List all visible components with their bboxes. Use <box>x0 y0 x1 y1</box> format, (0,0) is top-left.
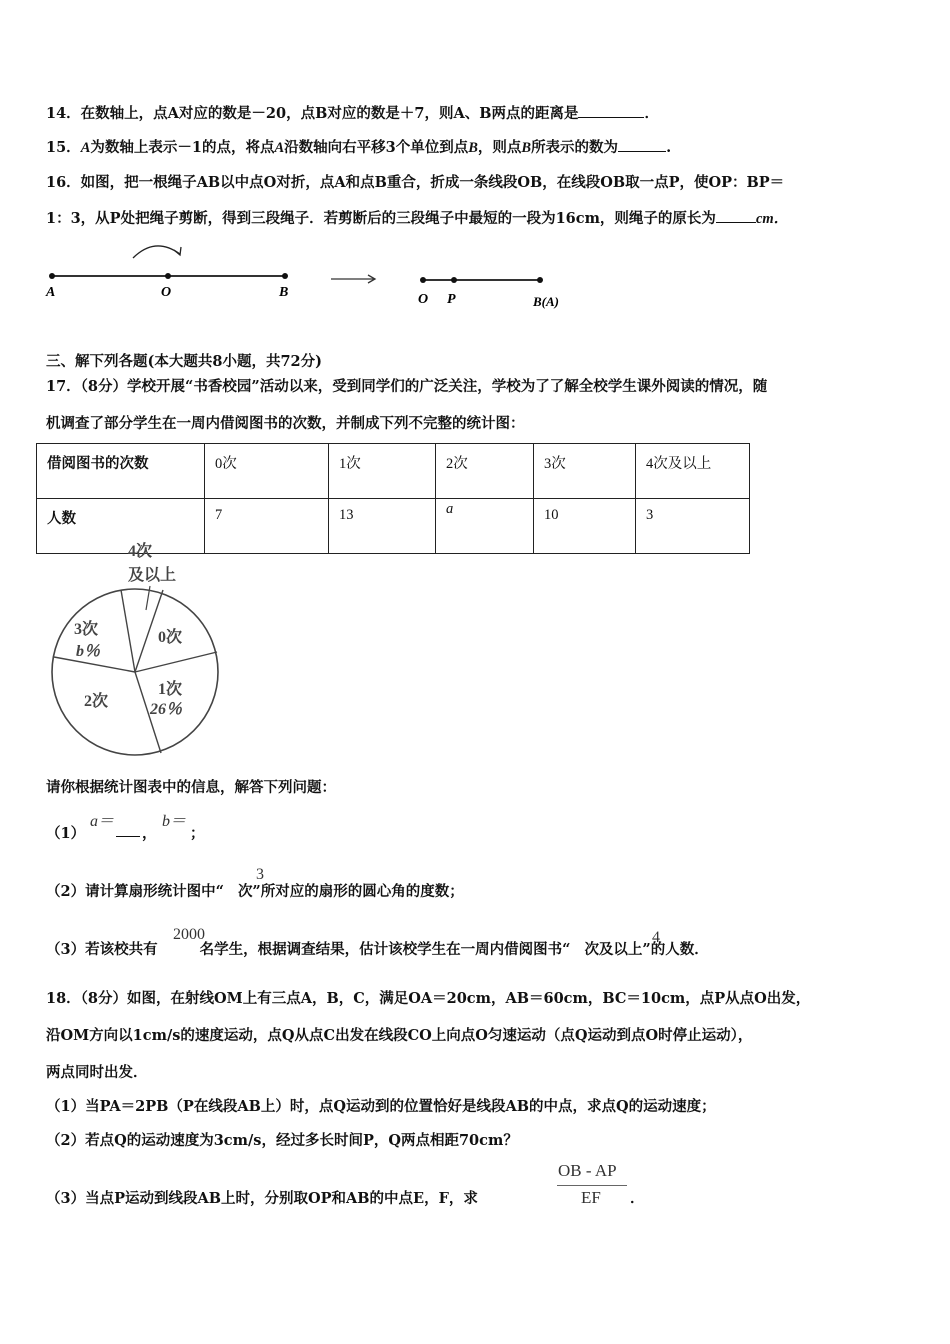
table-cell: 借阅图书的次数 <box>37 444 205 499</box>
answer-blank <box>716 210 756 223</box>
fold-arrow-icon <box>133 246 180 258</box>
question-18-line2: 沿OM方向以1cm/s的速度运动，点Q从点C出发在线段CO上向点O匀速运动（点Q运动到点O时停止运动）， <box>46 1027 753 1044</box>
pie-divider <box>121 590 135 672</box>
table-cell: a <box>436 499 534 554</box>
pie-label-4plus: 及以上 <box>128 567 177 584</box>
part-end: ； <box>190 825 205 842</box>
text: 名学生，根据调查结果，估计该校学生在一周内借阅图书“ <box>199 941 571 958</box>
question-16-line2 <box>46 207 788 228</box>
text: （3）若该校共有 <box>46 941 158 958</box>
q15-text: ，则点 <box>477 139 522 156</box>
pie-divider <box>135 652 217 672</box>
q17-part2 <box>46 880 464 901</box>
question-15 <box>46 136 671 157</box>
q15-var: B <box>468 140 478 156</box>
q17-part3 <box>46 938 709 959</box>
table-header-row <box>37 444 750 499</box>
question-18-line3: 两点同时出发． <box>46 1064 148 1081</box>
table-cell: 10 <box>534 499 636 554</box>
pie-label-0: 0次 <box>158 629 183 646</box>
label-ba: B(A) <box>533 294 559 309</box>
label-p: P <box>447 292 456 307</box>
table-cell: 人数 <box>37 499 205 554</box>
table-cell: 0次 <box>205 444 329 499</box>
pie-label-4plus: 4次 <box>128 543 153 560</box>
fraction-bar <box>557 1185 627 1186</box>
separator: ， <box>142 825 157 842</box>
q15-num: 15． <box>46 139 81 156</box>
question-14 <box>46 102 659 123</box>
rope-diagram <box>40 238 600 318</box>
q15-var: B <box>521 140 532 156</box>
q14-end: ． <box>644 105 659 122</box>
answer-blank <box>578 105 644 118</box>
q15-text: 沿数轴向右平移3个单位到点 <box>284 139 469 156</box>
question-18-line1: 18．（8分）如图，在射线OM上有三点A，B，C，满足OA＝20cm，AB＝60cm，BC＝10cm，点P从点O出发， <box>46 990 811 1007</box>
q15-var: A <box>80 140 91 156</box>
pie-label-3: 3次 <box>74 621 99 638</box>
fraction-numerator: OB - AP <box>558 1161 617 1180</box>
table-cell: 7 <box>205 499 329 554</box>
q16-unit: cm． <box>755 211 789 227</box>
text: 次及以上”的人数． <box>584 941 709 958</box>
q16-text: 1：3，从P处把绳子剪断，得到三段绳子．若剪断后的三段绳子中最短的一段为16cm，则绳子的原长为 <box>46 210 716 227</box>
part-num: （1） <box>46 825 86 842</box>
label-a: A <box>46 285 56 300</box>
q18-part3: （3）当点P运动到线段AB上时，分别取OP和AB的中点E，F，求 <box>46 1190 478 1207</box>
pie-label-3-pct: b％ <box>76 643 101 660</box>
q17-part1 <box>46 822 85 843</box>
section-3-heading: 三、解下列各题(本大题共8小题，共72分) <box>46 353 322 370</box>
q17-prompt: 请你根据统计图表中的信息，解答下列问题： <box>46 779 336 796</box>
pie-label-1: 1次 <box>158 681 183 698</box>
q14-text: 14．在数轴上，点A对应的数是－20，点B对应的数是＋7，则A、B两点的距离是 <box>46 105 579 122</box>
q15-end: . <box>666 139 672 156</box>
pie-label-2: 2次 <box>84 693 109 710</box>
pie-label-1-pct: 26％ <box>150 701 183 718</box>
label-b: B <box>279 285 289 300</box>
text: 次”所对应的扇形的圆心角的度数； <box>237 883 464 900</box>
question-17-line1: 17．（8分）学校开展“书香校园”活动以来，受到同学们的广泛关注，学校为了了解全校学生课外阅读的情况，随 <box>46 378 768 395</box>
table-cell: 3次 <box>534 444 636 499</box>
part-end: ． <box>630 1190 645 1207</box>
q18-part2: （2）若点Q的运动速度为3cm/s，经过多长时间P，Q两点相距70cm？ <box>46 1132 518 1149</box>
question-17-line2: 机调查了部分学生在一周内借阅图书的次数，并制成下列不完整的统计图： <box>46 415 525 432</box>
label-o2: O <box>418 292 429 307</box>
q15-var: A <box>274 140 285 156</box>
table-cell: 2次 <box>436 444 534 499</box>
answer-blank <box>618 139 666 152</box>
answer-blank <box>116 824 140 837</box>
fraction-denominator: EF <box>581 1188 601 1207</box>
var-a: a＝ <box>90 813 115 830</box>
sup-2000: 2000 <box>173 926 205 943</box>
sup-3: 3 <box>256 866 264 883</box>
text: （2）请计算扇形统计图中“ <box>46 883 224 900</box>
table-cell: 13 <box>329 499 436 554</box>
var-b: b＝ <box>162 813 187 830</box>
sup-4: 4 <box>652 929 660 946</box>
q18-part1: （1）当PA＝2PB（P在线段AB上）时，点Q运动到的位置恰好是线段AB的中点，求点Q的运动速度； <box>46 1098 716 1115</box>
table-cell: 4次及以上 <box>636 444 750 499</box>
q15-text: 所表示的数为 <box>531 139 619 156</box>
q15-text: 为数轴上表示－1的点，将点 <box>90 139 275 156</box>
table-cell: 1次 <box>329 444 436 499</box>
question-16-line1: 16．如图，把一根绳子AB以中点O对折，点A和点B重合，折成一条线段OB，在线段OB取一点P，使OP：BP＝ <box>46 174 785 191</box>
pie-chart <box>40 538 240 763</box>
label-o: O <box>161 285 172 300</box>
table-cell: 3 <box>636 499 750 554</box>
